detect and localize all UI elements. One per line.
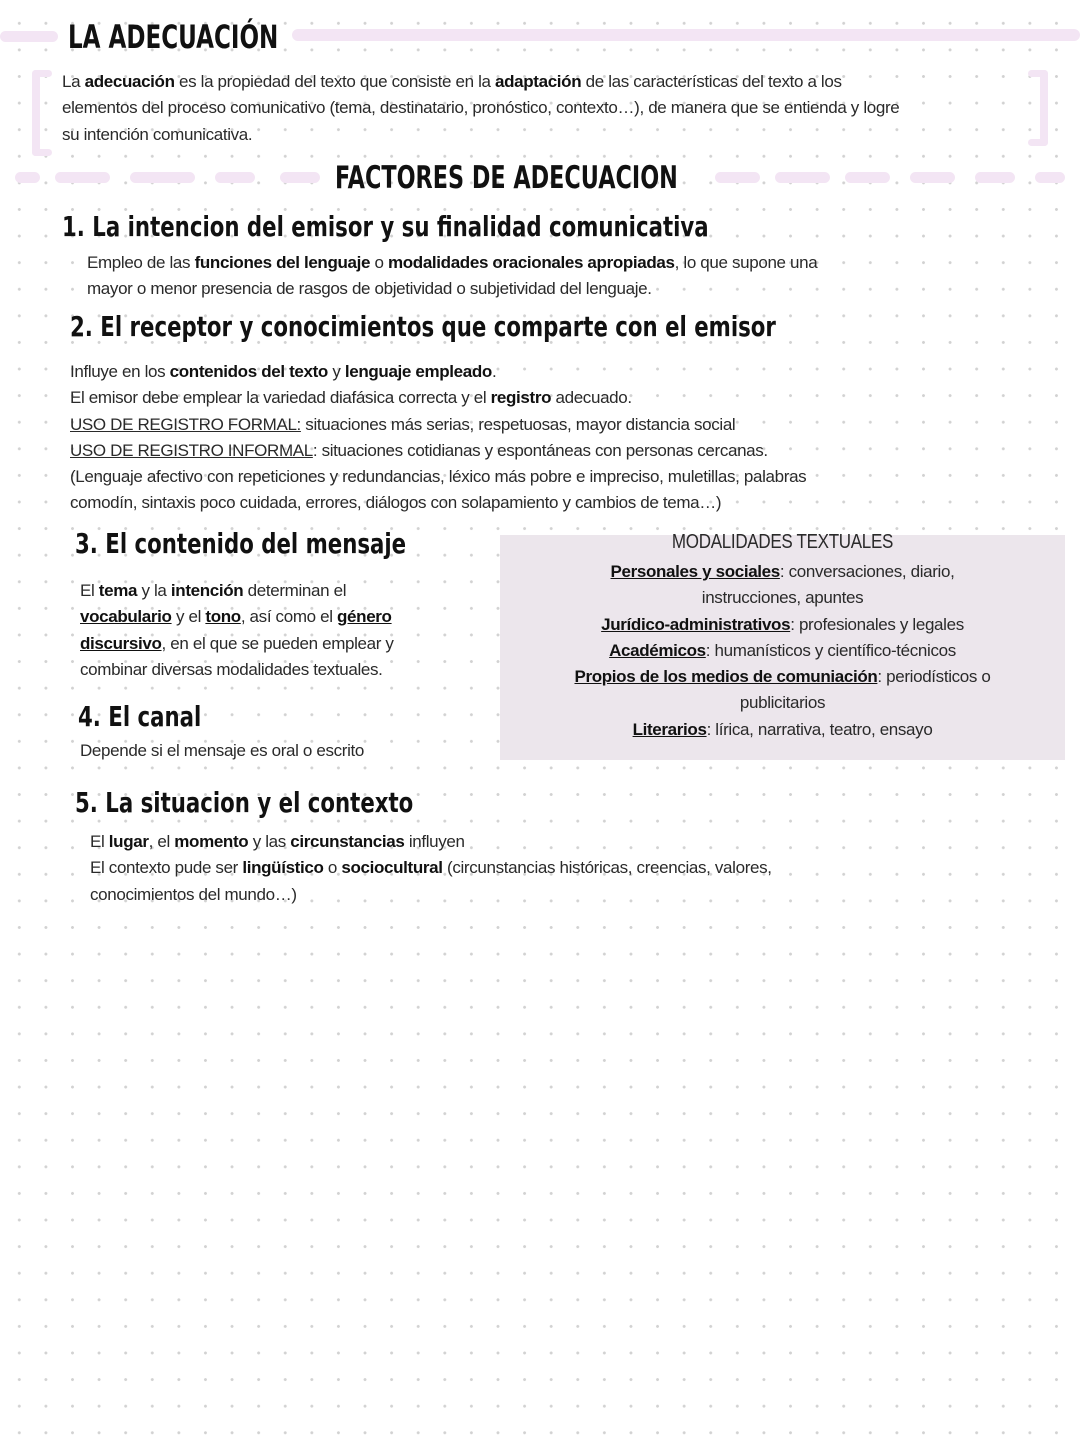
bold-term: lingüístico xyxy=(242,858,324,878)
text-line xyxy=(90,882,990,908)
text-segment: USO DE REGISTRO INFORMAL xyxy=(70,440,313,460)
text-line xyxy=(70,385,1020,411)
text-segment: : situaciones cotidianas y espontáneas con personas cercanas. xyxy=(312,440,768,460)
text-segment: y xyxy=(327,362,345,381)
text-segment: elementos del proceso comunicativo (tema, destinatario, pronóstico, contexto…), de manera que se entienda y logre xyxy=(62,98,900,118)
text-segment: y la xyxy=(137,581,171,600)
text-segment: La xyxy=(62,72,85,91)
modalidades-list xyxy=(500,559,1065,743)
title-bar-right xyxy=(292,29,1080,41)
dash xyxy=(910,172,955,183)
text-segment: (circunstancias históricas, creencias, valores, xyxy=(442,858,772,878)
text-segment: es la propiedad del texto que consiste en la xyxy=(174,72,495,91)
bold-term: momento xyxy=(174,832,249,851)
text-segment: o xyxy=(323,858,342,878)
section-1-text xyxy=(87,250,987,303)
text-line xyxy=(62,69,1052,95)
text-line xyxy=(500,690,1065,716)
text-segment: influyen xyxy=(404,832,465,851)
text-segment: Empleo de las xyxy=(87,253,195,272)
text-segment: : periodísticos o xyxy=(877,667,991,687)
text-segment: determinan el xyxy=(243,581,347,600)
page-title: LA ADECUACIÓN xyxy=(68,18,279,56)
text-line xyxy=(70,464,1020,490)
bold-term: lugar xyxy=(108,832,149,851)
bold-term: Literarios xyxy=(632,719,707,739)
text-segment: Influye en los xyxy=(70,362,170,381)
intro-paragraph xyxy=(62,69,1052,148)
text-line xyxy=(70,490,1020,516)
bold-term: funciones del lenguaje xyxy=(194,253,371,272)
text-line xyxy=(500,585,1065,611)
text-segment: El xyxy=(90,832,109,851)
factors-title: FACTORES DE ADECUACION xyxy=(335,160,678,196)
text-line xyxy=(500,717,1065,743)
text-segment: instrucciones, apuntes xyxy=(701,588,864,608)
text-segment: (Lenguaje afectivo con repeticiones y redundancias, léxico más pobre e impreciso, muletillas, palabras xyxy=(70,467,807,487)
section-5-text xyxy=(90,829,990,908)
text-segment: , así como el xyxy=(240,607,338,627)
text-segment: , lo que supone una xyxy=(674,253,818,272)
text-segment: . xyxy=(491,362,497,381)
modalidades-title: MODALIDADES TEXTUALES xyxy=(671,531,894,553)
text-segment: y las xyxy=(248,832,291,851)
text-segment: conocimientos del mundo…) xyxy=(90,884,297,904)
bold-term: tono xyxy=(205,607,241,627)
dash xyxy=(1035,172,1065,183)
text-segment: su intención comunicativa. xyxy=(62,124,253,144)
text-segment: El xyxy=(80,581,99,600)
text-line xyxy=(500,638,1065,664)
bold-term: modalidades oracionales apropiadas xyxy=(387,253,675,272)
bold-term: intención xyxy=(170,581,244,600)
text-segment: mayor o menor presencia de rasgos de objetividad o subjetividad del lenguaje. xyxy=(87,279,652,299)
section-2-heading: 2. El receptor y conocimientos que comparte con el emisor xyxy=(70,310,776,343)
bold-term: vocabulario xyxy=(80,607,172,627)
text-line xyxy=(70,412,1020,438)
text-segment: : profesionales y legales xyxy=(790,614,964,634)
text-segment: comodín, sintaxis poco cuidada, errores, diálogos con solapamiento y cambios de tema…) xyxy=(70,493,722,513)
text-segment: y el xyxy=(171,607,206,627)
dash xyxy=(975,172,1015,183)
bold-term: adecuación xyxy=(84,72,175,91)
text-segment: adecuado. xyxy=(551,388,632,408)
bold-term: lenguaje empleado xyxy=(344,362,492,381)
section-5-heading: 5. La situacion y el contexto xyxy=(75,786,414,819)
text-segment: combinar diversas modalidades textuales. xyxy=(80,659,383,679)
text-line xyxy=(500,559,1065,585)
dash xyxy=(15,172,40,183)
text-line xyxy=(87,250,987,276)
text-segment: : humanísticos y científico-técnicos xyxy=(705,640,956,660)
dash xyxy=(130,172,195,183)
bold-term: sociocultural xyxy=(341,858,443,878)
text-line xyxy=(500,612,1065,638)
text-line xyxy=(62,95,1052,121)
bracket-left-bottom xyxy=(32,149,52,156)
text-line xyxy=(80,657,500,683)
dash xyxy=(845,172,890,183)
dash xyxy=(715,172,760,183)
dash xyxy=(280,172,320,183)
bold-term: Jurídico-administrativos xyxy=(601,614,791,634)
text-line xyxy=(62,122,1052,148)
text-line xyxy=(80,631,500,657)
section-3-heading: 3. El contenido del mensaje xyxy=(75,527,407,560)
text-line xyxy=(70,359,1020,385)
text-line xyxy=(500,664,1065,690)
bold-term: Académicos xyxy=(609,640,706,660)
bold-term: adaptación xyxy=(495,72,582,91)
dash xyxy=(775,172,830,183)
section-4-text xyxy=(80,738,500,764)
text-segment: , en el que se pueden emplear y xyxy=(161,633,394,653)
text-segment: : lírica, narrativa, teatro, ensayo xyxy=(706,719,933,739)
text-line xyxy=(80,604,500,630)
dash xyxy=(215,172,255,183)
bracket-left-top xyxy=(32,70,52,77)
text-line xyxy=(90,855,990,881)
bold-term: género xyxy=(337,607,392,627)
dash xyxy=(55,172,110,183)
bold-term: circunstancias xyxy=(290,832,405,851)
text-line xyxy=(70,438,1020,464)
text-segment: El emisor debe emplear la variedad diafásica correcta y el xyxy=(70,388,491,408)
text-segment: Depende si el mensaje es oral o escrito xyxy=(80,741,365,760)
text-segment: de las características del texto a los xyxy=(581,72,842,91)
text-segment: , el xyxy=(148,832,175,851)
bold-term: discursivo xyxy=(80,633,162,653)
text-line xyxy=(80,578,500,604)
text-segment: : conversaciones, diario, xyxy=(779,562,955,581)
section-3-text xyxy=(80,578,500,683)
section-1-heading: 1. La intencion del emisor y su finalidad comunicativa xyxy=(62,210,709,243)
bold-term: registro xyxy=(490,388,552,408)
title-bar-left xyxy=(0,31,58,42)
text-segment: publicitarios xyxy=(739,693,826,713)
section-4-heading: 4. El canal xyxy=(78,700,202,733)
text-segment: o xyxy=(370,253,388,272)
bold-term: tema xyxy=(98,581,138,600)
text-line xyxy=(90,829,990,855)
bold-term: contenidos del texto xyxy=(169,362,328,381)
text-line xyxy=(87,276,987,302)
section-2-text xyxy=(70,359,1020,517)
text-segment: El contexto pude ser xyxy=(90,858,243,878)
bracket-left xyxy=(32,70,40,156)
text-segment: situaciones más serias, respetuosas, mayor distancia social xyxy=(300,414,736,434)
text-line xyxy=(80,738,500,764)
bold-term: Propios de los medios de comuniación xyxy=(574,667,878,687)
bold-term: Personales y sociales xyxy=(610,562,780,581)
text-segment: USO DE REGISTRO FORMAL: xyxy=(70,414,301,434)
